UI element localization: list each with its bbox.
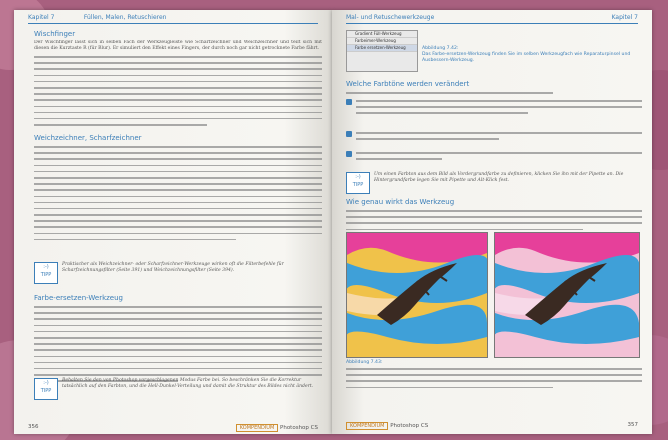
bullet-icon-1 [346, 99, 352, 105]
right-chapter-label: Kapitel 7 [611, 14, 638, 21]
tip-icon-right: :-) TIPP [346, 172, 370, 194]
figure-7-42-text: Das Farbe-ersetzen-Werkzeug finden Sie im selben Werkzeugfach wie Reparaturpinsel und Ausbessern-Werkzeug. [422, 52, 631, 63]
bullet-text-1 [356, 100, 642, 119]
figure-7-42-caption [422, 46, 642, 64]
menu-item-color-replace: Farbe ersetzen-Werkzeug [347, 45, 417, 52]
lizard-image-left [346, 232, 488, 358]
left-book-title: Photoshop CS [280, 425, 318, 431]
bullet-text-2 [356, 132, 642, 144]
tool-menu-screenshot [346, 30, 418, 72]
left-footer [28, 424, 318, 430]
menu-item-gradient: Gradient Füll-Werkzeug [347, 31, 417, 38]
heading-farbtoene: Welche Farbtöne werden verändert [346, 80, 470, 88]
left-chapter-label: Kapitel 7 [28, 14, 55, 21]
tip-icon-1: :-) TIPP [34, 262, 58, 284]
right-footer [346, 422, 638, 430]
menu-item-paint-bucket: Farbeimer-Werkzeug [347, 38, 417, 45]
bullet-text-3 [356, 152, 642, 164]
bullet-icon-2 [346, 131, 352, 137]
tip-text-2: Behalten Sie den von Photoshop vorgeschlagenen Modus Farbe bei. So beschränken Sie die Korrektur tatsächlich auf den Farbton, und die Hell-Dunkel-Verteilung und damit die Struktur des Bildes nicht ändert. [62, 378, 314, 389]
tip-text-right: Um einen Farbton aus dem Bild als Vordergrundfarbe zu definieren, klicken Sie ihn mit der Pipette an. Die Hintergrundfarbe legen Sie mit Pipette und Alt-Klick fest. [374, 172, 624, 183]
right-page-number: 357 [627, 422, 638, 428]
heading-wie-genau: Wie genau wirkt das Werkzeug [346, 198, 455, 206]
right-page [332, 10, 652, 434]
right-kompendium-badge: KOMPENDIUM [346, 422, 388, 430]
tip-icon-2: :-) TIPP [34, 378, 58, 400]
right-book-title: Photoshop CS [390, 423, 429, 429]
left-chapter-title: Füllen, Malen, Retuschieren [83, 14, 167, 21]
figure-7-43-caption [346, 360, 642, 366]
left-running-header [28, 14, 318, 24]
lizard-image-right [494, 232, 640, 358]
right-chapter-title: Mal- und Retuschewerkzeuge [346, 14, 435, 21]
weichzeichner-body [34, 146, 322, 245]
wischfinger-text: Der Wischfinger lässt sich in selben Fach der Werkzeugleiste wie Scharfzeichner und Weichzeichner und teilt sich mit diesen die Kurztaste R (für Blur). Er simuliert den Effekt eines Fingers, der durch noch gar nicht getrocknete Farbe fährt. [34, 40, 322, 52]
farbe-ersetzen-body [34, 306, 322, 386]
figure-7-42-label: Abbildung 7.42: [422, 46, 459, 51]
figure-7-43-label: Abbildung 7.43: [346, 360, 383, 365]
right-running-header [346, 14, 638, 24]
heading-farbe-ersetzen: Farbe-ersetzen-Werkzeug [34, 294, 123, 302]
heading-weichzeichner: Weichzeichner, Scharfzeichner [34, 134, 142, 142]
bullet-icon-3 [346, 151, 352, 157]
heading-wischfinger: Wischfinger [34, 30, 76, 38]
left-page [14, 10, 332, 434]
farbtoene-intro [346, 92, 642, 98]
tip-text-1: Praktischer als Weichzeichner- oder Scharfzeichner-Werkzeuge wirken oft die Filterbefehle für Scharfzeichnungsfilter (Seite 391) und Weichzeichnungsfilter (Seite 394). [62, 262, 284, 273]
figure-7-43-text [346, 368, 642, 393]
left-kompendium-badge: KOMPENDIUM [236, 424, 278, 432]
wischfinger-body [34, 56, 322, 130]
left-page-number: 356 [28, 424, 39, 430]
